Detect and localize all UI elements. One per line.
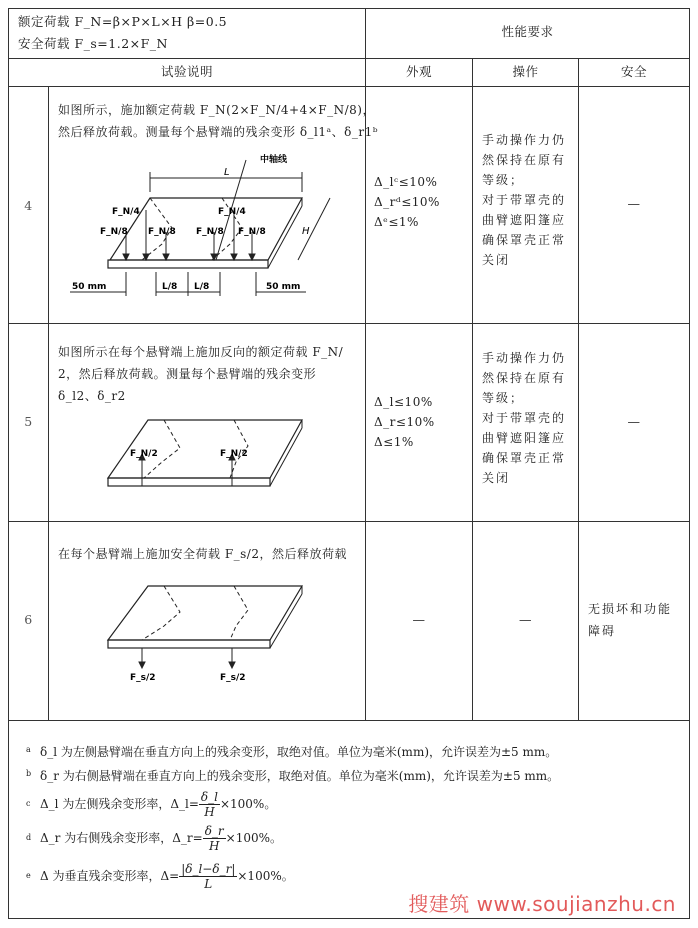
dim-50mm-left: 50 mm [72,282,107,292]
center-axis-label: 中轴线 [260,155,288,165]
fn4-right: F_N/4 [218,207,246,217]
row-number: 6 [24,612,33,627]
dim-L-label: L [224,167,230,178]
footnote-b: b δ_r 为右侧悬臂端在垂直方向上的残余变形，取绝对值。单位为毫米(mm)，允许误差为±5 mm。 [26,769,560,783]
row5-desc-line3: δ_l2、δ_r2 [58,389,126,403]
row5-load-diagram [104,416,314,496]
fn2-left: F_N/2 [130,449,158,459]
fs2-left: F_s/2 [130,673,156,682]
dim-L8-a: L/8 [162,282,178,292]
row5-operation: 手动操作力仍 然保持在原有 等级； 对于带罩壳的 曲臂遮阳篷应 确保罩壳正常 关闭 [482,351,567,485]
row4-appearance: Δ_lᶜ≤10% Δ_rᵈ≤10% Δᵉ≤1% [374,175,440,229]
fn4-left: F_N/4 [112,207,140,217]
row-number: 5 [24,414,33,429]
fs2-right: F_s/2 [220,673,246,682]
row4-desc-line2: 然后释放荷载。测量每个悬臂端的残余变形 δ_l1ᵃ、δ_r1ᵇ [58,125,379,139]
dim-H-label: H [302,226,310,237]
footnote-e: e Δ 为垂直残余变形率，Δ= $\frac{|\delta\_l-\delta\_r|}{L}$ ×100%。 [26,862,294,891]
row6-desc-line1: 在每个悬臂端上施加安全荷载 F_s/2，然后释放荷载 [58,547,347,561]
watermark: 搜建筑 www.soujianzhu.cn [408,892,676,916]
row5-desc-line2: 2，然后释放荷载。测量每个悬臂端的残余变形 [58,367,317,381]
row6-appearance: — [412,612,426,627]
row4-safety: — [627,196,641,211]
rated-load-formula: 额定荷载 F_N=β×P×L×H β=0.5 [18,14,228,29]
dim-50mm-right: 50 mm [266,282,301,292]
fn8-a: F_N/8 [100,227,128,237]
footnote-c: c Δ_l 为左侧残余变形率，Δ_l= $\frac{\delta\_l}{H}$ ×100%。 [26,790,277,819]
row6-operation: — [519,612,532,627]
fn8-d: F_N/8 [238,227,266,237]
row5-desc-line1: 如图所示在每个悬臂端上施加反向的额定荷载 F_N/ [58,345,344,359]
footnote-d: d Δ_r 为右侧残余变形率，Δ_r= $\frac{\delta\_r}{H}$ ×100%。 [26,824,283,853]
row4-load-diagram [70,148,360,298]
col-safety-header: 安全 [620,64,647,79]
row4-desc-line1: 如图所示，施加额定荷载 F_N(2×F_N/4+4×F_N/8)， [58,103,375,117]
dim-L8-b: L/8 [194,282,210,292]
row5-appearance: Δ_l≤10% Δ_r≤10% Δ≤1% [374,395,435,449]
col-appearance-header: 外观 [405,64,432,79]
row5-safety: — [627,414,641,429]
footnote-a: a δ_l 为左侧悬臂端在垂直方向上的残余变形，取绝对值。单位为毫米(mm)，允许误差为±5 mm。 [26,745,558,759]
row6-load-diagram [104,582,314,682]
fn2-right: F_N/2 [220,449,248,459]
col-test-header: 试验说明 [160,64,213,79]
fn8-b: F_N/8 [148,227,176,237]
row6-safety: 无损坏和功能 障碍 [588,602,673,638]
row-number: 4 [24,198,33,213]
safety-load-formula: 安全荷载 F_s=1.2×F_N [18,36,168,51]
col-operation-header: 操作 [512,64,539,79]
row4-operation: 手动操作力仍 然保持在原有 等级； 对于带罩壳的 曲臂遮阳篷应 确保罩壳正常 关闭 [482,133,567,267]
fn8-c: F_N/8 [196,227,224,237]
performance-header: 性能要求 [501,24,554,39]
